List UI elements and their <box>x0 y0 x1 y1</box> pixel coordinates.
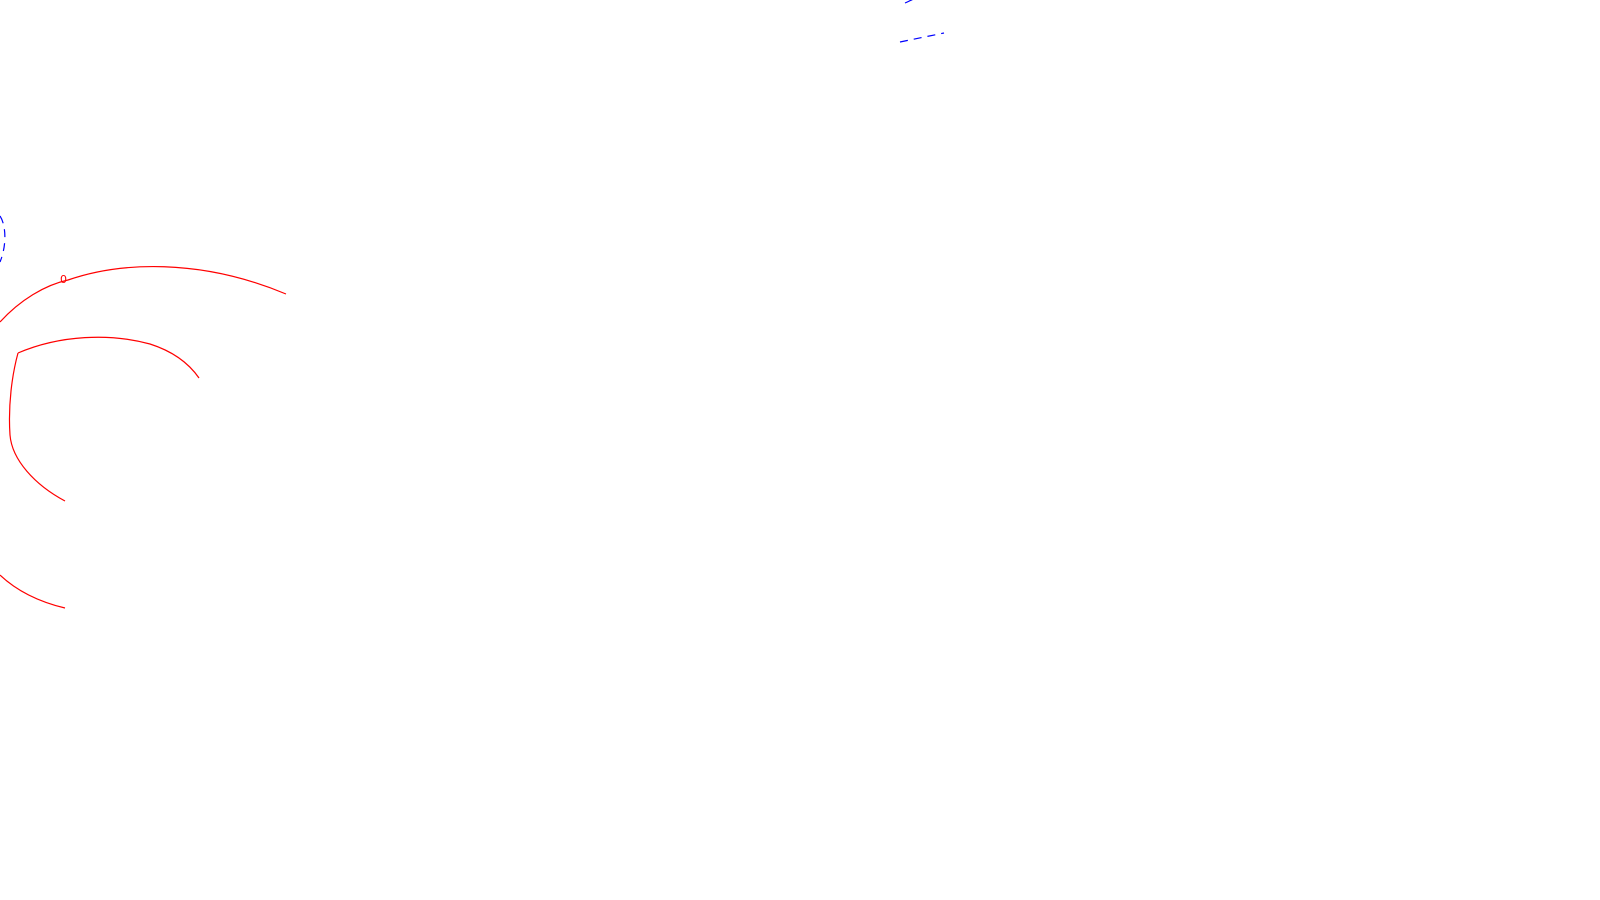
blue-contour-top-segment <box>900 33 944 42</box>
red-contour-outer <box>0 267 286 322</box>
blue-contour-left <box>0 216 5 262</box>
blue-contour-top-hook <box>905 0 914 3</box>
red-contour-bottom <box>0 575 65 608</box>
red-contour-inner <box>18 337 199 378</box>
contour-label-zero: 0 <box>60 273 67 286</box>
red-contour-inner-left <box>9 353 65 501</box>
